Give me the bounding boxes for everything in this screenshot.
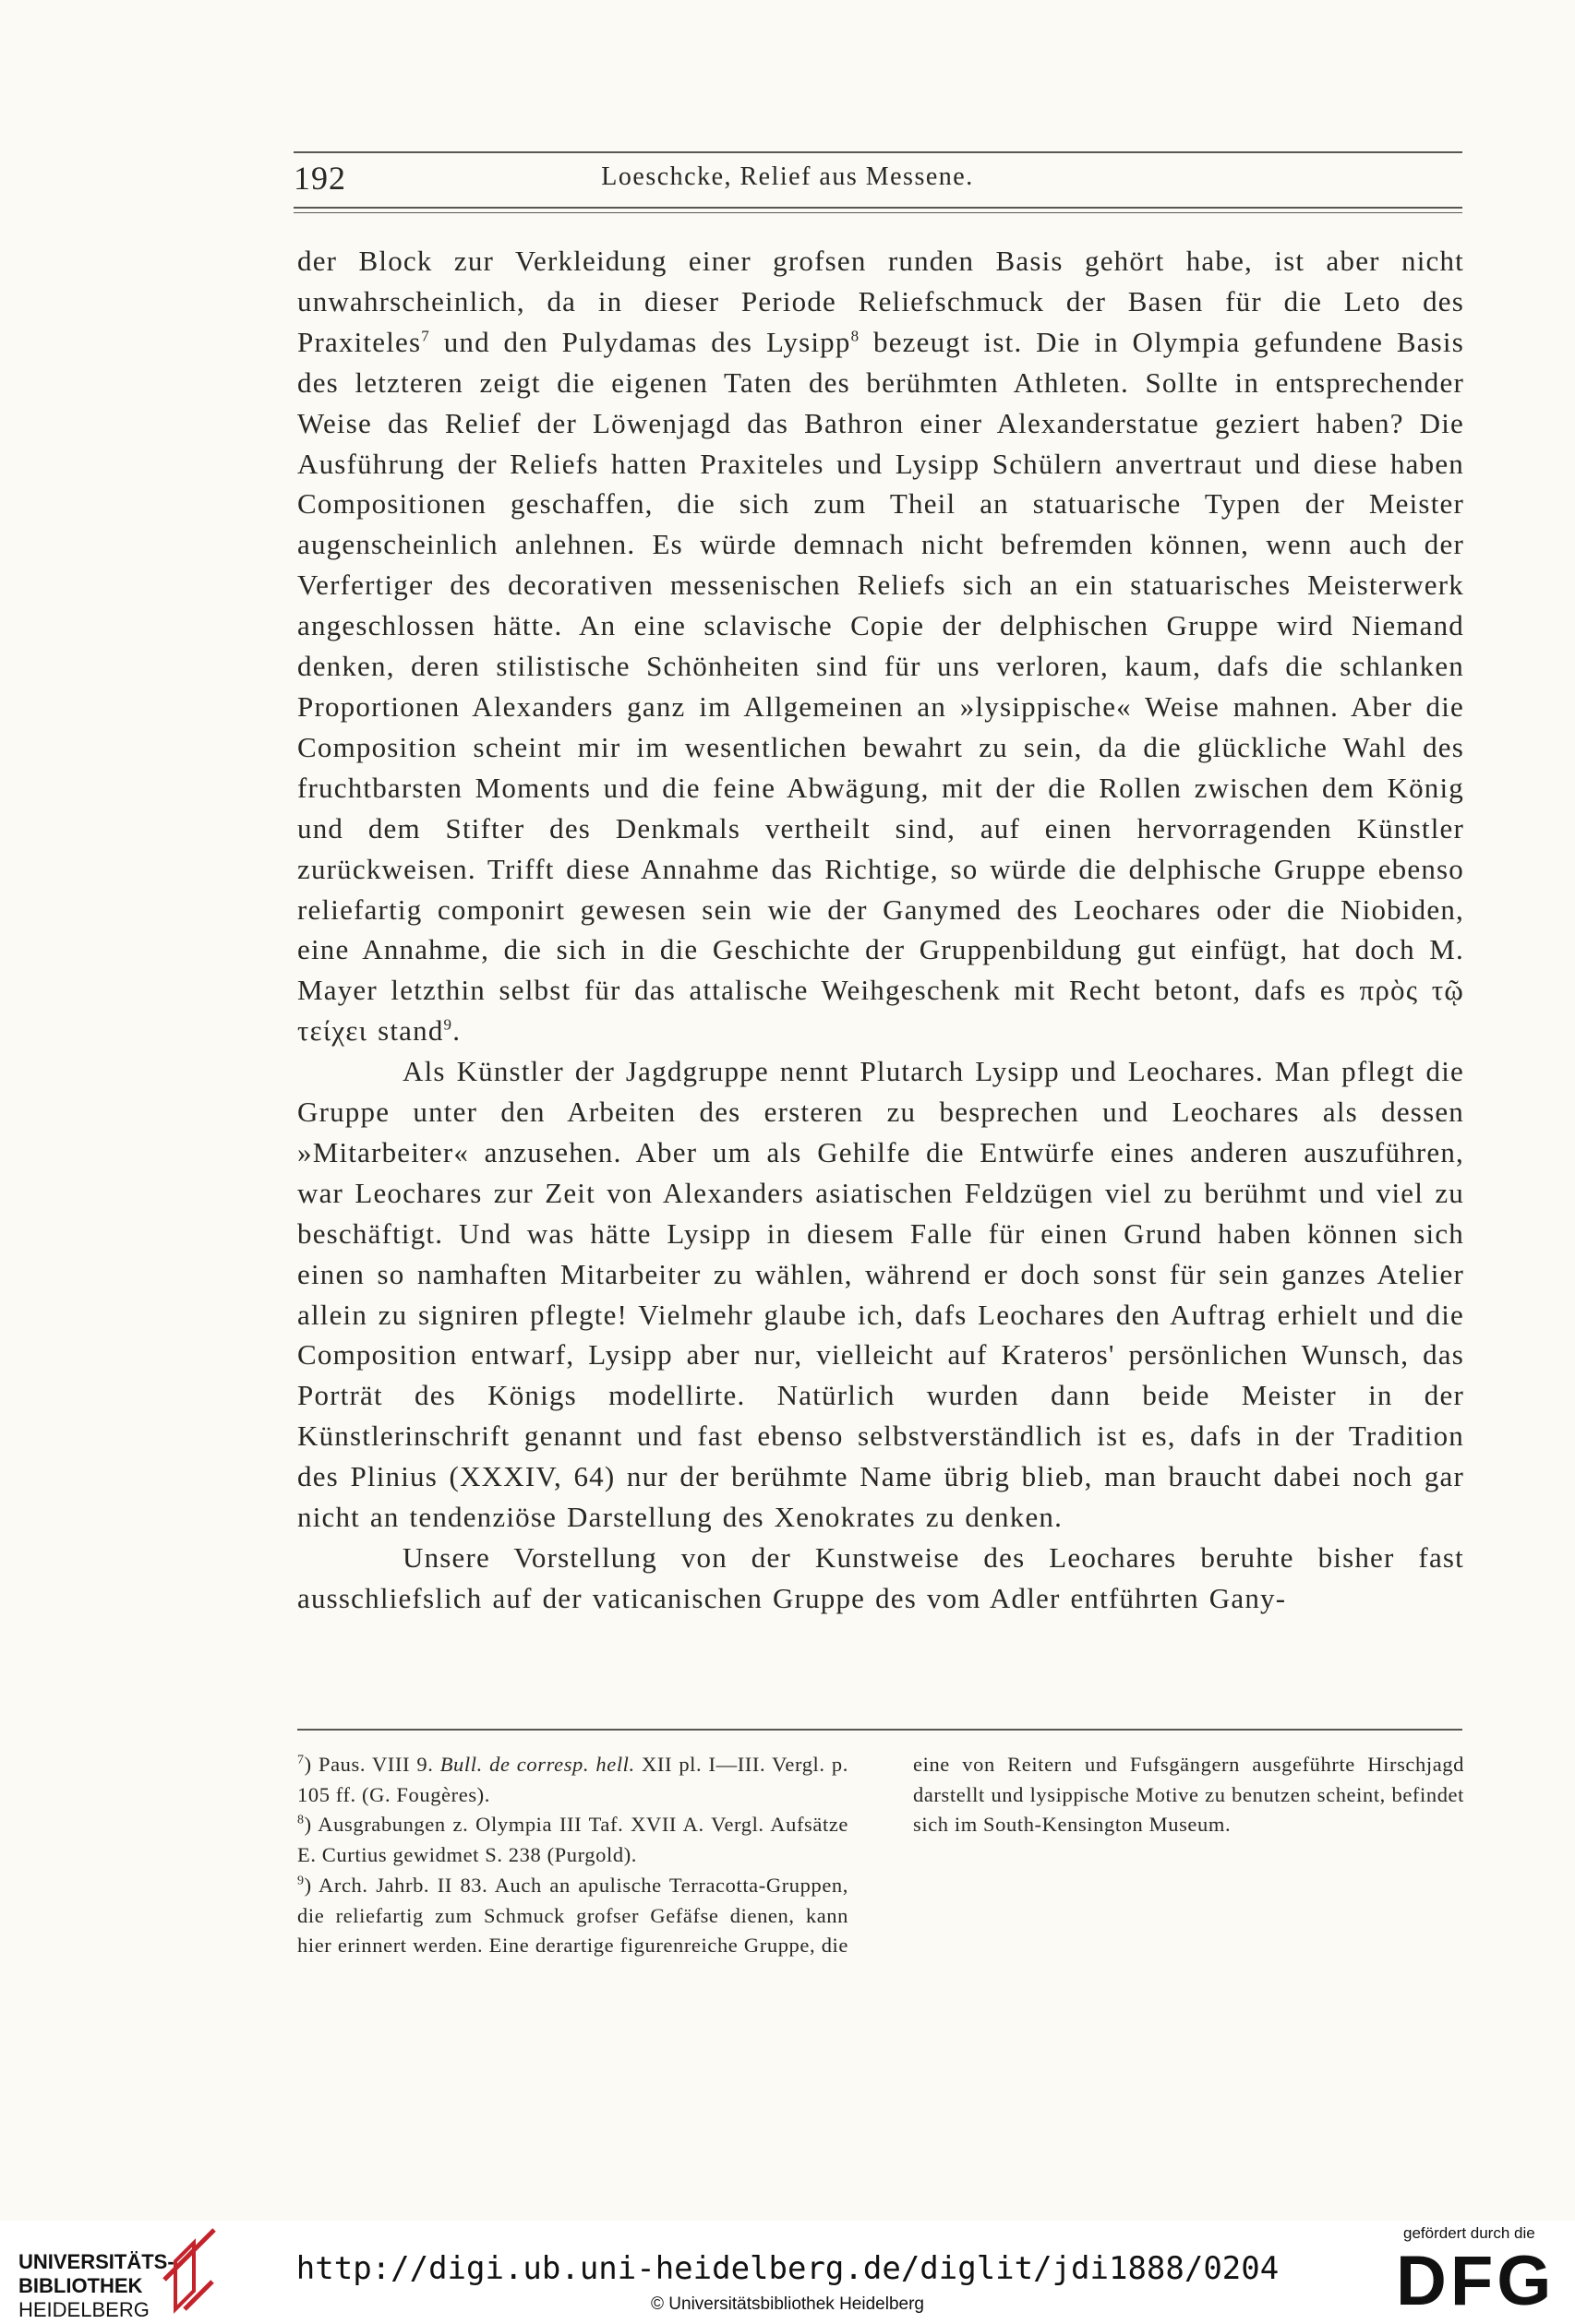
footnote-7: $^7$) Paus. VIII 9. Bull. de corresp. hell. XII pl. I—III. Vergl. p. 105 ff. (G. Fougères).: [297, 1753, 848, 1806]
header-rule-bottom: [294, 207, 1462, 209]
footnote-rule: [297, 1729, 1462, 1731]
footnote-9: $^9$) Arch. Jahrb. II 83. Auch an apulische Terracotta-Gruppen, die reliefartig zum Schmuck grofser Gefäfse dienen, kann hier erinnert werden. Eine derartige figurenreiche Gruppe, die eine von Reitern und Fufsgängern ausgeführte Hirschjagd darstellt und lysippische Motive zu benutzen scheint, befindet sich im South-Kensington Museum.: [297, 1753, 1464, 1958]
header-rule-top: [294, 151, 1462, 153]
funded-by-label: gefördert durch die: [1403, 2224, 1535, 2242]
body-text: [297, 241, 1464, 1619]
library-logo-text[interactable]: UNIVERSITÄTS- BIBLIOTHEK HEIDELBERG: [18, 2250, 174, 2321]
footnote-ref-8[interactable]: 8: [850, 327, 860, 345]
paragraph-2: Als Künstler der Jagdgruppe nennt Plutarch Lysipp und Leochares. Man pflegt die Gruppe unter den Arbeiten des ersteren zu besprechen und Leochares als dessen »Mitarbeiter« anzusehen. Aber um als Gehilfe die Entwürfe eines anderen auszuführen, war Leochares zur Zeit von Alexanders asiatischen Feldzügen viel zu berühmt und viel zu beschäftigt. Und was hätte Lysipp in diesem Falle für einen Grund haben können sich einen so namhaften Mitarbeiter zu wählen, während er doch sonst für sein ganzes Atelier allein zu signiren pflegte! Vielmehr glaube ich, dafs Leochares den Auftrag erhielt und die Composition entwarf, Lysipp aber nur, vielleicht auf Krateros' persönlichen Wunsch, das Porträt des Königs modellirte. Natürlich wurden dann beide Meister in der Künstlerinschrift genannt und fast ebenso selbstverständlich ist es, dafs in der Tradition des Plinius (XXXIV, 64) nur der berühmte Name übrig blieb, man braucht dabei noch gar nicht an tendenziöse Darstellung des Xenokrates zu denken.: [297, 1055, 1464, 1534]
footnote-ref-7[interactable]: 7: [421, 327, 430, 345]
footnote-ref-9[interactable]: 9: [443, 1015, 453, 1034]
header-rule-bottom-thin: [294, 212, 1462, 213]
dfg-logo[interactable]: DFG: [1396, 2242, 1556, 2320]
paragraph-3: Unsere Vorstellung von der Kunstweise des Leochares beruhte bisher fast ausschliefslich auf der vaticanischen Gruppe des vom Adler entführten Gany-: [297, 1541, 1464, 1614]
page-number: 192: [294, 160, 346, 197]
footnotes: [297, 1750, 1464, 1962]
footnote-8: $^8$) Ausgrabungen z. Olympia III Taf. XVII A. Vergl. Aufsätze E. Curtius gewidmet S. 238 (Purgold).: [297, 1813, 849, 1867]
copyright-notice: © Universitätsbibliothek Heidelberg: [651, 2294, 924, 2314]
running-title: Loeschcke, Relief aus Messene.: [601, 162, 974, 191]
permalink-url[interactable]: http://digi.ub.uni-heidelberg.de/diglit/jdi1888/0204: [295, 2250, 1280, 2287]
paragraph-1: der Block zur Verkleidung einer grofsen runden Basis gehört habe, ist aber nicht unwahrscheinlich, da in dieser Periode Reliefschmuck der Basen für die Leto des Praxiteles$^7$ und den Pulydamas des Lysipp$^8$ bezeugt ist. Die in Olympia gefundene Basis des letzteren zeigt die eigenen Taten des berühmten Athleten. Sollte in entsprechender Weise das Relief der Löwenjagd das Bathron einer Alexanderstatue geziert haben? Die Ausführung der Reliefs hatten Praxiteles und Lysipp Schülern anvertraut und diese haben Compositionen geschaffen, die sich zum Theil an statuarische Typen der Meister augenscheinlich anlehnen. Es würde demnach nicht befremden können, wenn auch der Verfertiger des decorativen messenischen Reliefs sich an ein statuarisches Meisterwerk angeschlossen hätte. An eine sclavische Copie der delphischen Gruppe wird Niemand denken, deren stilistische Schönheiten sind für uns verloren, kaum, dafs die schlanken Proportionen Alexanders ganz im Allgemeinen an »lysippische« Weise mahnen. Aber die Composition scheint mir im wesentlichen bewahrt zu sein, da die glückliche Wahl des fruchtbarsten Moments und die feine Abwägung, mit der die Rollen zwischen dem König und dem Stifter des Denkmals vertheilt sind, auf einen hervorragenden Künstler zurückweisen. Trifft diese Annahme das Richtige, so würde die delphische Gruppe ebenso reliefartig componirt gewesen sein wie der Ganymed des Leochares oder die Niobiden, eine Annahme, die sich in die Geschichte der Gruppenbildung gut einfügt, hat doch M. Mayer letzthin selbst für das attalische Weihgeschenk mit Recht betont, dafs es πρὸς τῷ τείχει stand$^9$.: [297, 245, 1464, 1048]
